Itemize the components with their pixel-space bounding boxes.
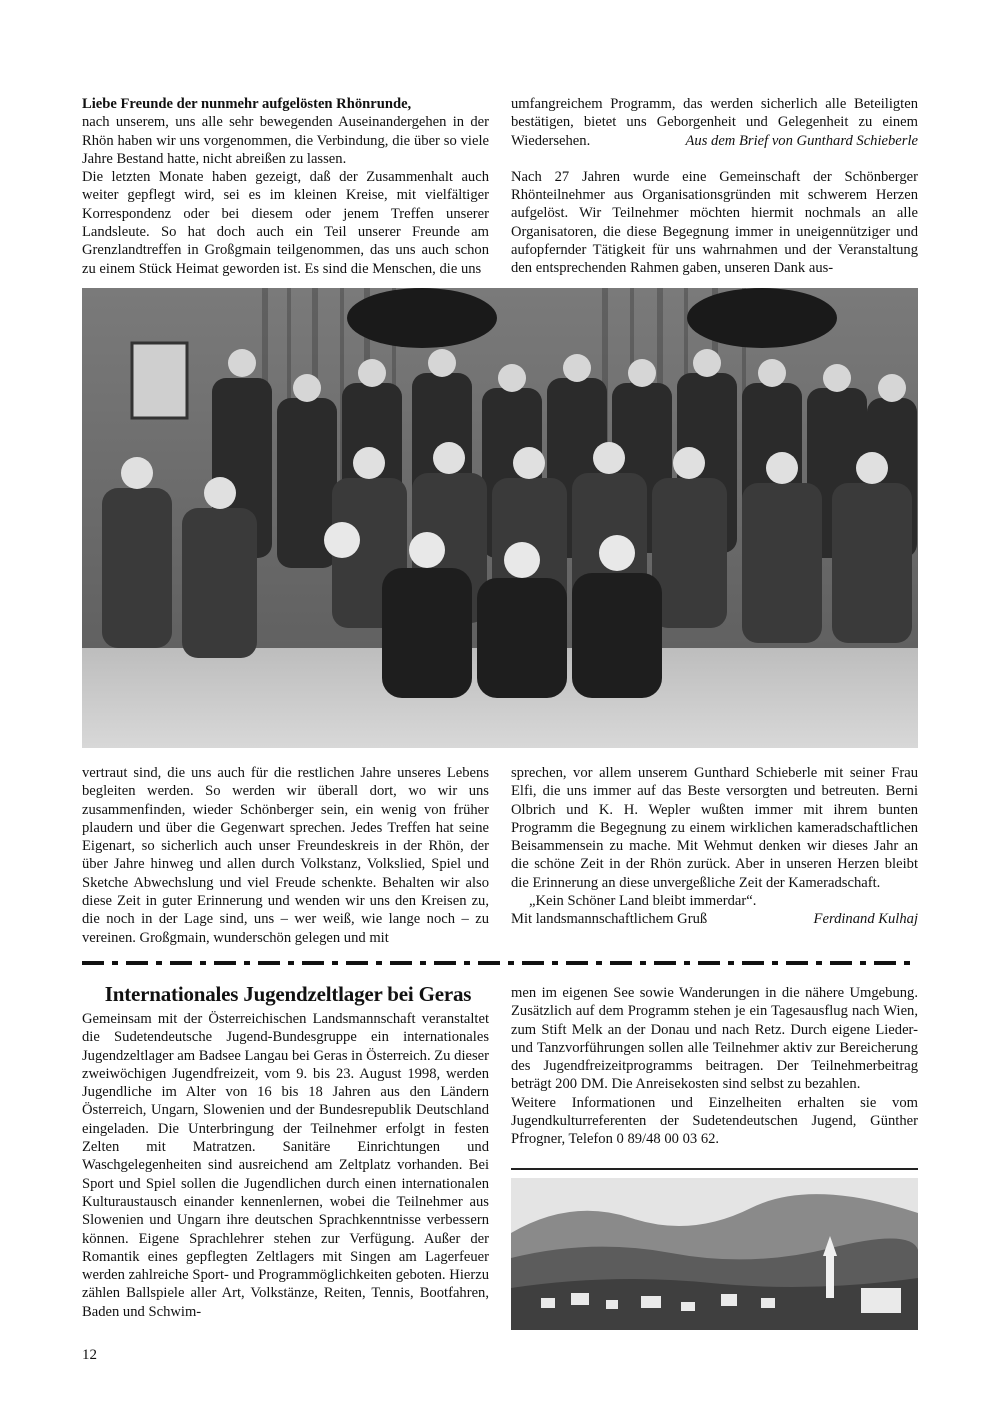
paragraph: men im eigenen See sowie Wanderungen in die nähere Umgebung. Zusätzlich auf dem Programm stehen je ein Tagesausflug nach Wien, zum Stift Melk an der Donau und nach Retz. Durch eigene Lieder- und Tanzvorführungen sollen alle Teilnehmer aktiv zur Bereicherung des Jugendfreizeitprogramms beitragen. Der Teilnehmerbeitrag beträgt 200 DM. Die Anreisekosten sind selbst zu bezahlen. bbox=[511, 985, 918, 1093]
letter-source: Aus dem Brief von Gunthard Schieberle bbox=[685, 132, 918, 149]
paragraph: Nach 27 Jahren wurde eine Gemeinschaft der Schönberger Rhönteilnehmer aus Organisationsgründen mit schwerem Herzen aufgelöst. Wir Teilnehmer möchten hiermit nochmals an alle Organisatoren, die diese Begegnung immer in uneigennütziger und aufopfernder Tätigkeit für uns wahrnahmen und der Veranstaltung den entsprechenden Rahmen gaben, unseren Dank aus- bbox=[511, 168, 918, 277]
paragraph: nach unserem, uns alle sehr bewegenden Auseinandergehen in der Rhön haben wir uns vorgenommen, die Verbindung, die über so viele Jahre Bestand hatte, nicht abreißen zu lassen. bbox=[82, 114, 489, 167]
group-photo bbox=[82, 288, 918, 748]
article1-left-top bbox=[82, 95, 489, 278]
article2-right bbox=[511, 984, 918, 1149]
paragraph: Weitere Informationen und Einzelheiten erhalten sie vom Jugendkulturreferenten der Sudetendeutschen Jugend, Günther Pfrogner, Telefon 0 89/48 00 03 62. bbox=[511, 1094, 918, 1148]
article1-right-top bbox=[511, 95, 918, 278]
paragraph: umfangreichem Programm, das werden sicherlich alle Beteiligten bestätigen, bietet uns Geborgenheit und Gelegenheit zu einem Wiedersehen. Aus dem Brief von Gunthard Schieberle bbox=[511, 96, 918, 149]
article2-left bbox=[82, 1010, 489, 1321]
paragraph: sprechen, vor allem unserem Gunthard Schieberle mit seiner Frau Elfi, die uns immer auf das Beste versorgten und betreuten. Berni Olbrich und K. H. Wepler wußten immer mit ihrem bunten Programm die Begegnung zu einem wirklichen kameradschaftlichen Beisammensein zu mache. Mit Wehmut denken wir dieses Jahr an die schöne Zeit in der Rhön zurück. Aber in unseren Herzen bleibt die Erinnerung an diese unvergeßliche Zeit der Kameradschaft. bbox=[511, 765, 918, 891]
greeting-heading: Liebe Freunde der nunmehr aufgelösten Rhönrunde, bbox=[82, 96, 412, 112]
group-photo-image bbox=[82, 288, 918, 748]
article1-left-bottom bbox=[82, 764, 489, 947]
photo-top-rule bbox=[511, 1168, 918, 1170]
landscape-photo bbox=[511, 1178, 918, 1330]
closing-quote: „Kein Schöner Land bleibt immerdar“. bbox=[529, 893, 757, 910]
page-number: 12 bbox=[82, 1347, 97, 1363]
closing-greeting: Mit landsmannschaftlichem Gruß bbox=[511, 911, 708, 928]
paragraph: Die letzten Monate haben gezeigt, daß der Zusammenhalt auch weiter gepflegt wird, sei es im kleinen Kreise, mit vielfältiger Korrespondenz oder bei diesem oder jenem Treffen unserer Landsleute. So hat doch auch ein Teil unserer Freunde am Grenzlandtreffen in Großgmain teilgenommen, das uns auch schon zu einem Stück Heimat geworden ist. Es sind die Menschen, die uns bbox=[82, 169, 489, 277]
paragraph: Gemeinsam mit der Österreichischen Landsmannschaft veranstaltet die Sudetendeutsche Jugend-Bundesgruppe ein internationales Jugendzeltlager am Badsee Langau bei Geras in Österreich. Zu dieser zweiwöchigen Jugendfreizeit, vom 9. bis 23. August 1998, werden Jugendliche im Alter von 16 bis 18 Jahren aus den Ländern Österreich, Ungarn, Slowenien und der Bundesrepublik Deutschland eingeladen. Die Unterbringung der Teilnehmer erfolgt in festen Zelten mit Matratzen. Sanitäre Einrichtungen und Waschgelegenheiten sind ausreichend am Zeltplatz vorhanden. Bei Sport und Spiel sollen die Jugendlichen durch einen internationalen Kulturaustausch einander kennenlernen, wobei die Teilnehmer aus Slowenien und Ungarn ihre deutschen Sprachkenntnisse verbessern können. Eigene Sprachlehrer stehen zur Verfügung. Außer der Romantik eines gepflegten Zeltlagers mit Singen am Lagerfeuer werden zahlreiche Sport- und Programmöglichkeiten geboten. Hierzu zählen Ballspiele aller Art, Volkstänze, Reiten, Tennis, Bootfahren, Baden und Schwim- bbox=[82, 1011, 489, 1320]
paragraph: vertraut sind, die uns auch für die restlichen Jahre unseres Lebens begleiten werden. So werden wir überall dort, wo wir uns zusammenfinden, wieder Schönberger sein, ein wenig von früher plaudern und über die Gegenwart sprechen. Jedes Treffen hat seine Eigenart, so sicherlich auch unser Freundeskreis in der Rhön, der über Jahre hinweg und allen durch Volkstanz, Volkslied, Spiel und Sketche Abwechslung und viel Freude schenkte. Behalten wir also diese Zeit in guter Erinnerung und wenden wir uns den Kreisen zu, die noch in der Lage sind, uns – wer weiß, wie lange noch – zu vereinen. Großgmain, wunderschön gelegen und mit bbox=[82, 765, 489, 946]
landscape-photo-image bbox=[511, 1178, 918, 1330]
section-divider bbox=[82, 961, 918, 965]
signature-line bbox=[511, 910, 918, 928]
article1-right-bottom bbox=[511, 764, 918, 929]
author-signature: Ferdinand Kulhaj bbox=[813, 911, 918, 928]
article2-title: Internationales Jugendzeltlager bei Geras bbox=[104, 982, 472, 1006]
